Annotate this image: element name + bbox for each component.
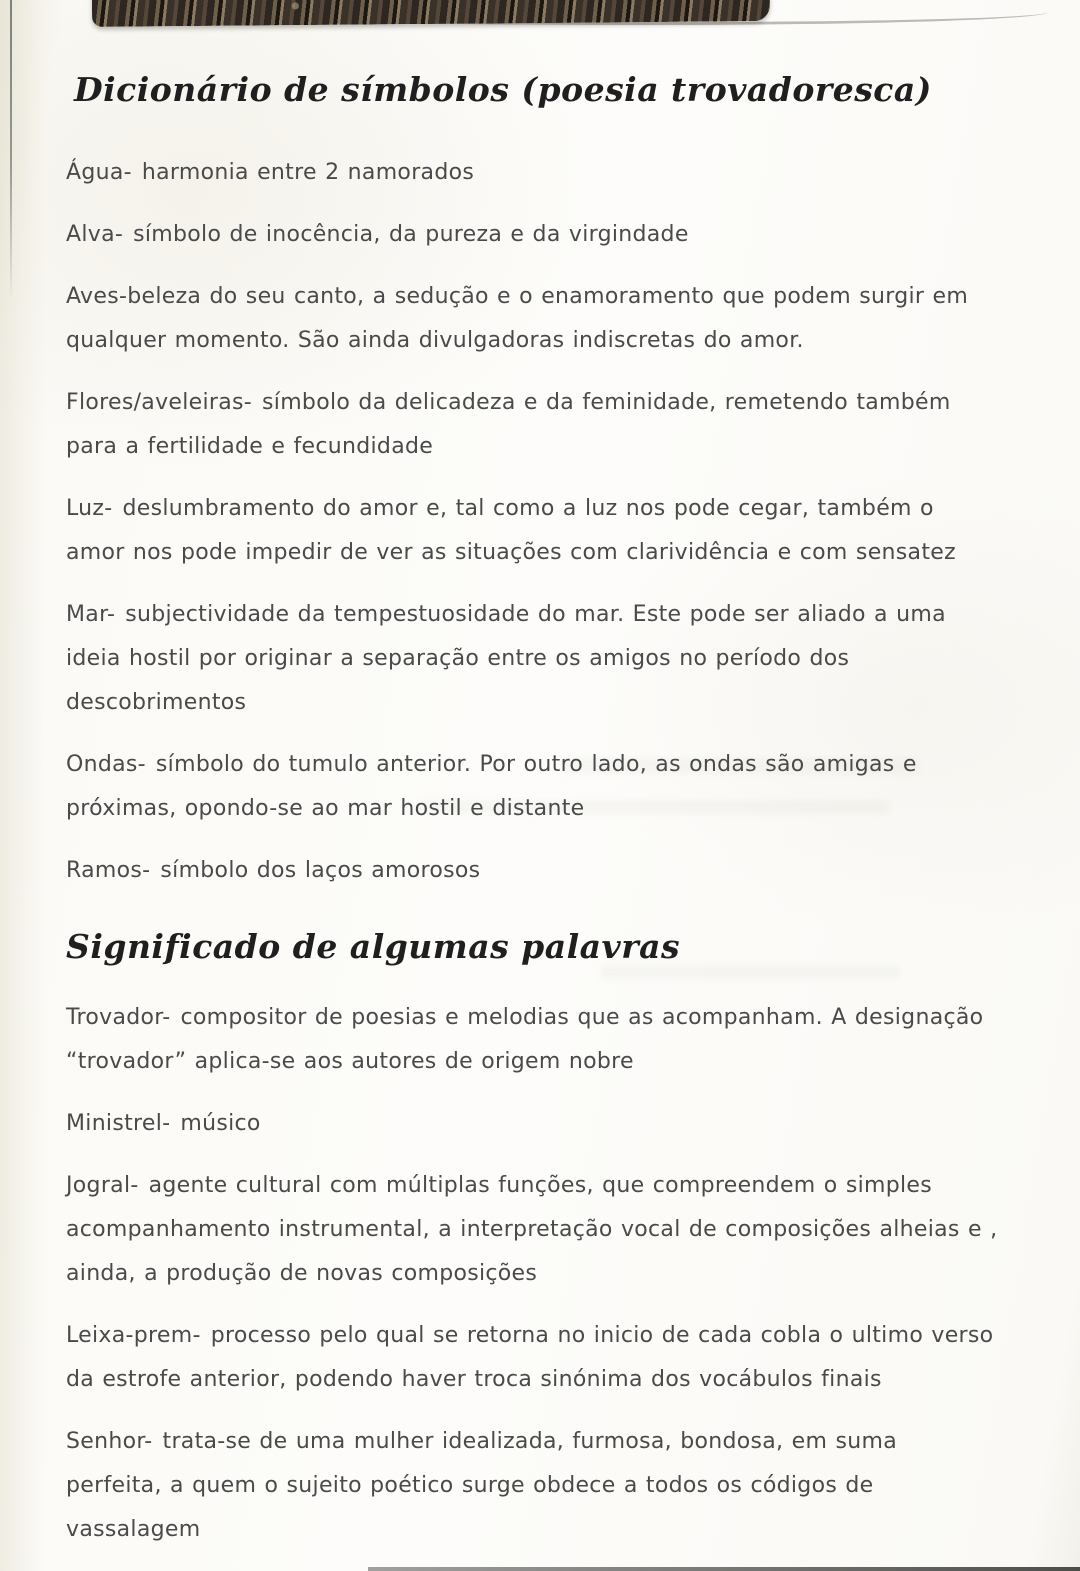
term-highlighted: Aves-: [66, 275, 127, 319]
term-highlighted: Mar-: [66, 593, 115, 637]
notes-content: [66, 70, 1000, 1570]
term-highlighted: Ondas-: [66, 743, 146, 787]
term-highlighted: Luz-: [66, 487, 113, 531]
definition-text: símbolo do tumulo anterior. Por outro lado, as ondas são amigas e próximas, opondo-se ao mar hostil e distante: [66, 752, 917, 821]
definition-text: processo pelo qual se retorna no inicio de cada cobla o ultimo verso da estrofe anterior, podendo haver troca sinónima dos vocábulos finais: [66, 1323, 994, 1392]
term-highlighted: Ministrel-: [66, 1102, 170, 1146]
term-highlighted: Ramos-: [66, 849, 150, 893]
definition-text: agente cultural com múltiplas funções, que compreendem o simples acompanhamento instrumental, a interpretação vocal de composições alheias e , ainda, a produção de novas composições: [66, 1173, 998, 1286]
definition-entry: [66, 381, 1000, 469]
term-highlighted: Flores/aveleiras-: [66, 381, 252, 425]
definition-entry: [66, 1102, 1000, 1146]
definition-text: símbolo de inocência, da pureza e da virgindade: [133, 222, 689, 247]
section-significado: [66, 911, 1000, 1552]
definition-entry: [66, 1314, 1000, 1402]
definition-entry: [66, 849, 1000, 893]
definition-entry: [66, 275, 1000, 363]
definition-text: harmonia entre 2 namorados: [141, 160, 475, 185]
section-dicionario: [66, 70, 1000, 893]
term-highlighted: Água-: [66, 151, 132, 195]
paper-left-shading: [0, 0, 46, 1571]
term-highlighted: Alva-: [66, 213, 123, 257]
definition-text: símbolo da delicadeza e da feminidade, remetendo também para a fertilidade e fecundidade: [66, 390, 951, 459]
definition-entry: [66, 593, 1000, 725]
definition-entry: [66, 1420, 1000, 1552]
definition-text: símbolo dos laços amorosos: [160, 858, 481, 883]
entry-list-significado: [66, 996, 1000, 1552]
term-highlighted: Jogral-: [66, 1164, 139, 1208]
definition-entry: [66, 151, 1000, 195]
paper-edge-line: [10, 0, 12, 300]
section-title-dicionario: Dicionário de símbolos (poesia trovadoresca): [74, 70, 932, 109]
definition-entry: [66, 487, 1000, 575]
term-highlighted: Leixa-prem-: [66, 1314, 201, 1358]
term-highlighted: Senhor-: [66, 1420, 153, 1464]
definition-entry: [66, 1164, 1000, 1296]
definition-text: subjectividade da tempestuosidade do mar. Este pode ser aliado a uma ideia hostil por originar a separação entre os amigos no período dos descobrimentos: [66, 602, 946, 715]
definition-entry: [66, 743, 1000, 831]
definition-text: beleza do seu canto, a sedução e o enamoramento que podem surgir em qualquer momento. São ainda divulgadoras indiscretas do amor.: [66, 284, 969, 353]
definition-entry: [66, 213, 1000, 257]
entry-list-dicionario: [66, 151, 1000, 893]
definition-text: trata-se de uma mulher idealizada, furmosa, bondosa, em suma perfeita, a quem o sujeito poético surge obdece a todos os códigos de vassalagem: [66, 1429, 898, 1542]
definition-text: músico: [180, 1111, 261, 1136]
term-highlighted: Trovador-: [66, 996, 170, 1040]
definition-text: deslumbramento do amor e, tal como a luz nos pode cegar, também o amor nos pode impedir de ver as situações com clarividência e com sensatez: [66, 496, 956, 565]
definition-text: compositor de poesias e melodias que as acompanham. A designação “trovador” aplica-se aos autores de origem nobre: [66, 1005, 984, 1074]
definition-entry: [66, 996, 1000, 1084]
section-title-significado: Significado de algumas palavras: [66, 927, 681, 966]
